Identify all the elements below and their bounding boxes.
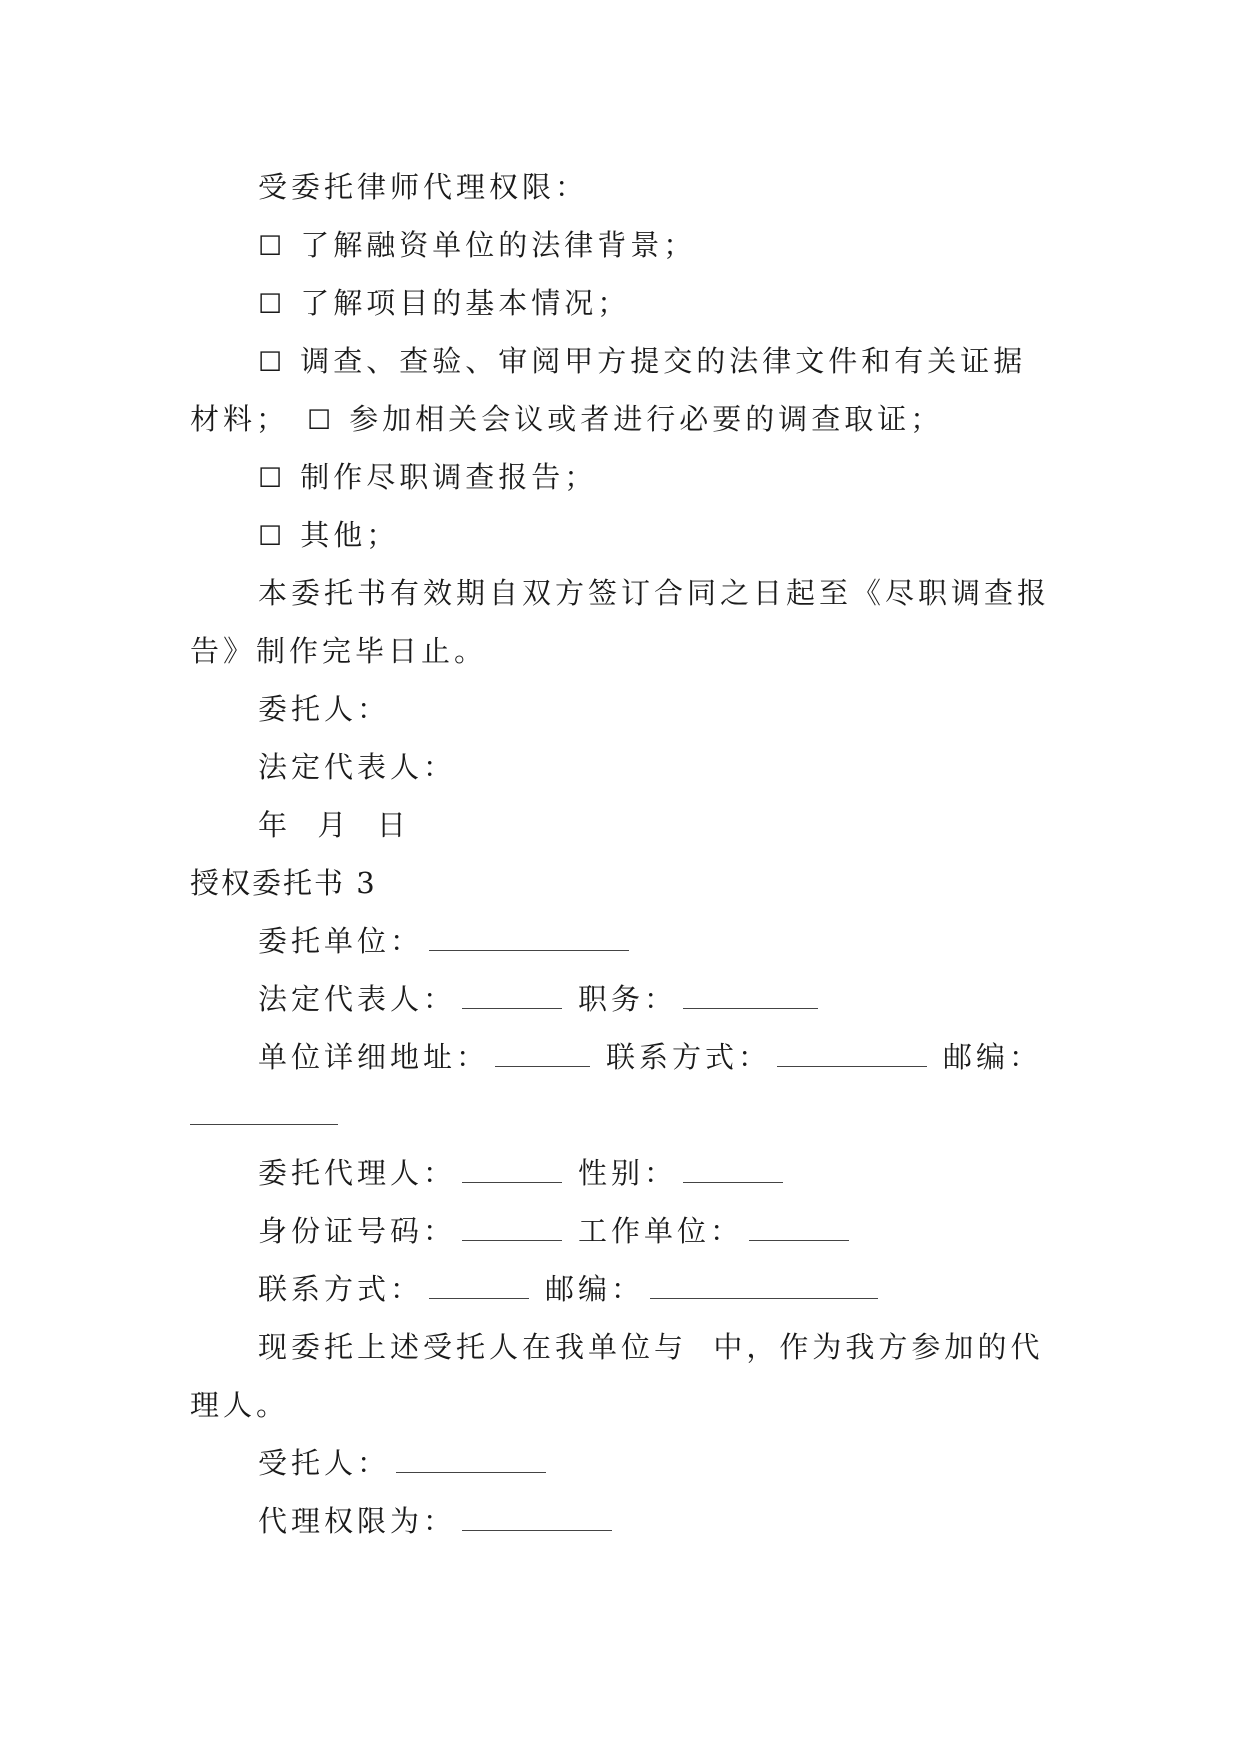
checkbox-item-legal-background: ☐ 了解融资单位的法律背景； xyxy=(190,216,1050,274)
checkbox-item-review-documents: ☐ 调查、查验、审阅甲方提交的法律文件和有关证据 xyxy=(190,332,1050,390)
authority-scope-blank[interactable] xyxy=(462,1506,612,1531)
checkbox-icon[interactable]: ☐ xyxy=(258,347,287,378)
agent-blank[interactable] xyxy=(462,1158,562,1183)
workplace-blank[interactable] xyxy=(749,1216,849,1241)
paragraph-authority-heading: 受委托律师代理权限： xyxy=(258,170,589,204)
checkbox-icon[interactable]: ☐ xyxy=(258,521,287,552)
id-number-blank[interactable] xyxy=(462,1216,562,1241)
paragraph-validity-continued: 告》制作完毕日止。 xyxy=(190,634,488,668)
field-id-workplace: 身份证号码： 工作单位： xyxy=(190,1202,1050,1260)
postcode-blank[interactable] xyxy=(190,1114,338,1125)
checkbox-item-due-diligence-report: ☐ 制作尽职调查报告； xyxy=(190,448,1050,506)
label-date: 年 月 日 xyxy=(258,808,410,842)
field-contact-postcode: 联系方式： 邮编： xyxy=(190,1260,1050,1318)
paragraph-entrustment: 现委托上述受托人在我单位与 中，作为我方参加的代 xyxy=(258,1330,1044,1364)
field-trustee: 受托人： xyxy=(190,1434,1050,1492)
trustee-blank[interactable] xyxy=(396,1448,546,1473)
entrusting-unit-blank[interactable] xyxy=(429,926,629,951)
paragraph-validity: 本委托书有效期自双方签订合同之日起至《尽职调查报 xyxy=(258,576,1051,610)
contact-blank[interactable] xyxy=(777,1042,927,1067)
checkbox-item-other: ☐ 其他； xyxy=(190,506,1050,564)
checkbox-icon[interactable]: ☐ xyxy=(258,289,287,320)
section-title: 授权委托书 3 xyxy=(190,866,377,900)
field-address-contact-postcode: 单位详细地址： 联系方式： 邮编： xyxy=(258,1040,1043,1074)
checkbox-icon[interactable]: ☐ xyxy=(258,463,287,494)
document-body xyxy=(190,158,1050,1550)
agent-postcode-blank[interactable] xyxy=(650,1274,878,1299)
legal-rep-blank[interactable] xyxy=(462,984,562,1009)
checkbox-icon[interactable]: ☐ xyxy=(258,231,287,262)
postcode-blank-line xyxy=(190,1086,1050,1144)
field-authority-scope: 代理权限为： xyxy=(190,1492,1050,1550)
address-blank[interactable] xyxy=(495,1042,590,1067)
label-legal-representative: 法定代表人： xyxy=(258,750,457,784)
field-entrusting-unit: 委托单位： xyxy=(190,912,1050,970)
field-legal-rep-position: 法定代表人： 职务： xyxy=(190,970,1050,1028)
paragraph-entrustment-continued: 理人。 xyxy=(190,1388,290,1422)
agent-contact-blank[interactable] xyxy=(429,1274,529,1299)
label-principal: 委托人： xyxy=(258,692,391,726)
checkbox-item-meetings: 材料； ☐ 参加相关会议或者进行必要的调查取证； xyxy=(190,390,1050,448)
position-blank[interactable] xyxy=(683,984,818,1009)
gender-blank[interactable] xyxy=(683,1158,783,1183)
field-agent-gender: 委托代理人： 性别： xyxy=(190,1144,1050,1202)
checkbox-item-project-situation: ☐ 了解项目的基本情况； xyxy=(190,274,1050,332)
checkbox-icon[interactable]: ☐ xyxy=(307,405,336,436)
